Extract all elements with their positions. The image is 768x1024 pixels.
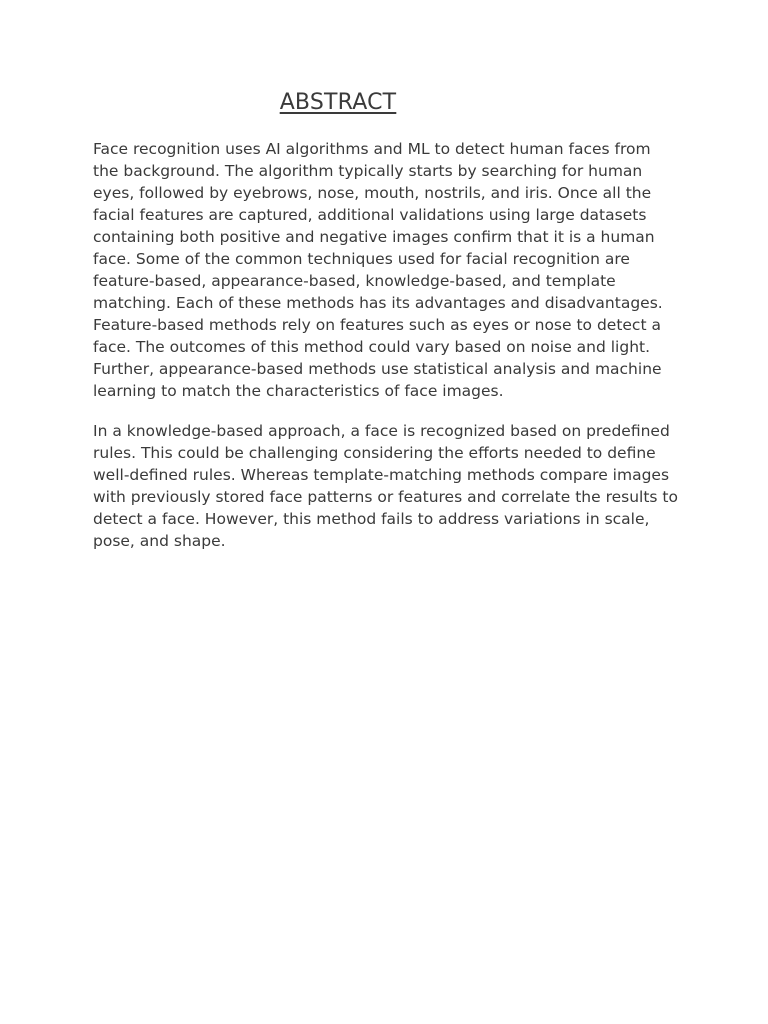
abstract-paragraph-1: Face recognition uses AI algorithms and ML to detect human faces from the background. The algorithm typically starts by searching for human eyes, followed by eyebrows, nose, mouth, nostrils, and iris. Once all the facial features are captured, additional validations using large datasets containing both positive and negative images confirm that it is a human face. Some of the common techniques used for facial recognition are feature-based, appearance-based, knowledge-based, and template matching. Each of these methods has its advantages and disadvantages. Feature-based methods rely on features such as eyes or nose to detect a face. The outcomes of this method could vary based on noise and light. Further, appearance-based methods use statistical analysis and machine learning to match the characteristics of face images. xyxy=(93,140,663,400)
abstract-body xyxy=(93,138,678,570)
abstract-title: ABSTRACT xyxy=(279,90,397,115)
abstract-paragraph-2: In a knowledge-based approach, a face is recognized based on predefined rules. This could be challenging considering the efforts needed to define well-defined rules. Whereas template-matching methods compare images with previously stored face patterns or features and correlate the results to detect a face. However, this method fails to address variations in scale, pose, and shape. xyxy=(93,422,678,550)
